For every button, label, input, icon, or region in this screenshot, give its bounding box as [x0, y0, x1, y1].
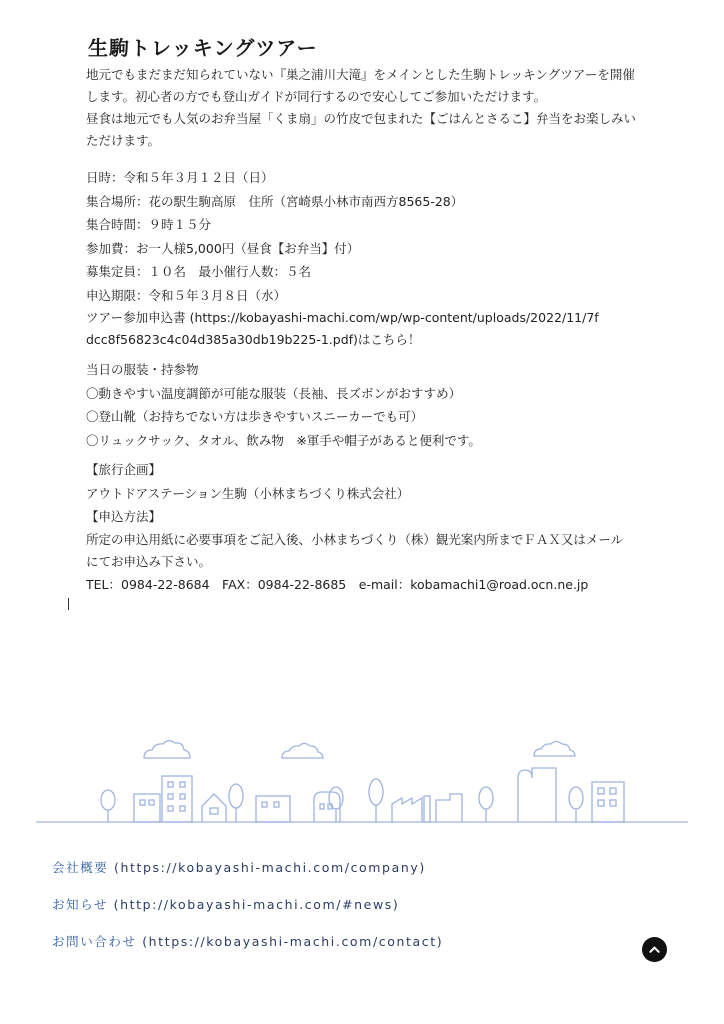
- intro-section: [86, 64, 646, 152]
- footer-link-news[interactable]: [52, 895, 399, 913]
- belongings-item: 〇リュックサック、タオル、飲み物 ※軍手や帽子があると便利です。: [86, 432, 481, 448]
- footer-link-label: お問い合わせ: [52, 934, 137, 949]
- text-cursor: [68, 598, 69, 610]
- apply-text: 所定の申込用紙に必要事項をご記入後、小林まちづくり（株）観光案内所までＦＡＸ又はメールにてお申込み下さい。: [86, 531, 624, 569]
- organizer-section: [86, 458, 646, 596]
- planner-name: アウトドアステーション生駒（小林まちづくり株式会社）: [86, 485, 410, 501]
- footer-link-url: (https://kobayashi-machi.com/company): [113, 860, 426, 875]
- planner-heading: 【旅行企画】: [86, 462, 162, 477]
- townscape-illustration: [36, 738, 688, 824]
- apply-heading: 【申込方法】: [86, 509, 162, 524]
- belongings-item: 〇動きやすい温度調節が可能な服装（長袖、長ズボンがおすすめ）: [86, 385, 462, 401]
- footer-link-url: (http://kobayashi-machi.com/#news): [113, 897, 400, 912]
- footer-link-url: (https://kobayashi-machi.com/contact): [142, 934, 444, 949]
- chevron-up-icon: [648, 943, 661, 956]
- detail-fee: 参加費：お一人様5,000円（昼食【お弁当】付）: [86, 240, 360, 256]
- intro-paragraph-2: 昼食は地元でも人気のお弁当屋「くま扇」の竹皮で包まれた【ごはんとさるこ】弁当をお楽しみいただけます。: [86, 111, 637, 148]
- belongings-heading: 当日の服装・持参物: [86, 362, 199, 377]
- detail-meeting-place: 集合場所：花の駅生駒高原 住所（宮崎県小林市南西方8565-28）: [86, 193, 464, 209]
- footer-link-label: お知らせ: [52, 897, 109, 912]
- page-title: 生駒トレッキングツアー: [88, 36, 318, 60]
- footer-link-company[interactable]: [52, 858, 426, 876]
- footer-link-contact[interactable]: [52, 932, 443, 950]
- belongings-section: [86, 358, 646, 452]
- belongings-item: 〇登山靴（お持ちでない方は歩きやすいスニーカーでも可）: [86, 409, 424, 424]
- detail-meeting-time: 集合時間：９時１５分: [86, 217, 212, 232]
- detail-capacity: 募集定員：１０名 最小催行人数：５名: [86, 264, 312, 279]
- contact-info: TEL：0984-22-8684 FAX：0984-22-8685 e-mail：kobamachi1@road.ocn.ne.jp: [86, 576, 589, 592]
- application-form-link[interactable]: ツアー参加申込書 (https://kobayashi-machi.com/wp/wp-content/uploads/2022/11/7fdcc8f56823c4c04d385a30db19b225-1.pdf)はこちら！: [86, 310, 599, 347]
- back-to-top-button[interactable]: [642, 937, 667, 962]
- detail-date: 日時：令和５年３月１２日（日）: [86, 170, 274, 185]
- details-section: [86, 166, 646, 351]
- detail-deadline: 申込期限：令和５年３月８日（水）: [86, 287, 287, 303]
- intro-paragraph-1: 地元でもまだまだ知られていない『巣之浦川大滝』をメインとした生駒トレッキングツアーを開催します。初心者の方でも登山ガイドが同行するので安心してご参加いただけます。: [86, 67, 635, 104]
- footer-link-label: 会社概要: [52, 860, 109, 875]
